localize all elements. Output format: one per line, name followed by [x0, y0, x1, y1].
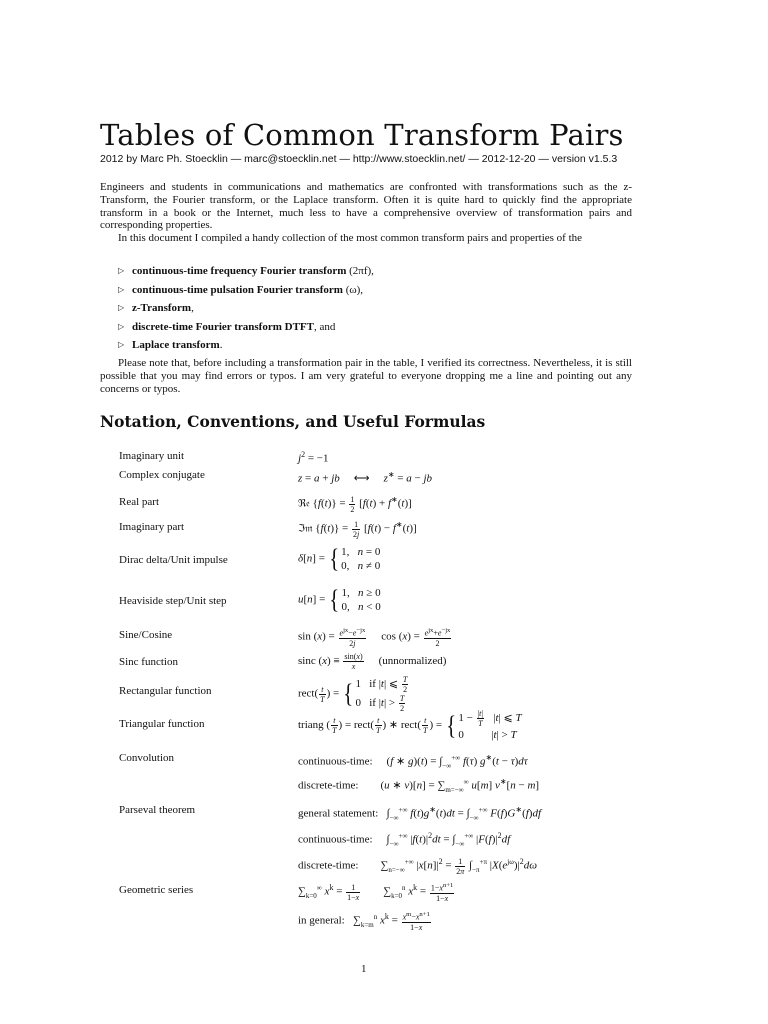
- formula-imaginary-unit: $j^2 = -1$: [298, 450, 329, 465]
- list-item-bold: continuous-time pulsation Fourier transform: [132, 283, 343, 296]
- list-item: [118, 264, 374, 283]
- list-item-bold: z-Transform: [132, 302, 192, 315]
- list-item-bold: Laplace transform: [132, 339, 220, 352]
- list-item-text: (2πf),: [346, 265, 374, 277]
- intro: [100, 181, 632, 245]
- page-title: Tables of Common Transform Pairs: [100, 118, 624, 152]
- list-item: [118, 301, 374, 320]
- formula-dirac-delta: δ[n] = { 1, n = 0 0, n ≠ 0: [298, 544, 381, 573]
- formula-convolution-continuous: continuous-time: (f ∗ $g)(t) = \int_{-\infty}^{+\infty}$ f(τ) g∗(t − τ)dτ: [298, 753, 528, 770]
- label-dirac-delta: Dirac delta/Unit impulse: [119, 554, 228, 566]
- label-triangular-function: Triangular function: [119, 718, 205, 730]
- parseval-continuous-label: continuous-time:: [298, 833, 373, 846]
- formula-real-part: ℜ𝔢 {f(t)} = $\frac{1}{2}$ [f(t) + f∗(t)]: [298, 494, 412, 514]
- label-convolution: Convolution: [119, 752, 175, 764]
- geom-general-label: in general:: [298, 914, 345, 927]
- formula-rectangular-function: rect( $\frac{t}{T}$ ) = { 1 if |t| ⩽ $\frac{T}{2}$ 0 if |t| > $\frac{T}{2}$: [298, 675, 408, 713]
- list-item: [118, 320, 374, 339]
- list-item-text: ,: [191, 302, 194, 315]
- label-imaginary-part: Imaginary part: [119, 521, 185, 533]
- list-item-bold: discrete-time Fourier transform DTFT: [132, 320, 314, 333]
- parseval-general-label: general statement:: [298, 807, 379, 820]
- list-item-bold: continuous-time frequency Fourier transform: [132, 265, 347, 277]
- triangle-bullet-icon: ▷: [118, 303, 125, 313]
- outro-paragraph: Please note that, before including a transformation pair in the table, I verified its correctness. Nevertheless, it is still possible that you may find errors or typos. I am very grateful to everyone dropping me a line and pointing out any concerns or typos.: [100, 357, 632, 395]
- list-item-text: .: [219, 339, 223, 352]
- conv-continuous-label: continuous-time:: [298, 755, 373, 768]
- conv-discrete-label: discrete-time:: [298, 779, 359, 792]
- triangle-bullet-icon: ▷: [118, 340, 125, 350]
- rect-if-2: if: [369, 697, 376, 710]
- triangle-bullet-icon: ▷: [118, 284, 125, 294]
- label-parseval-theorem: Parseval theorem: [119, 804, 196, 816]
- label-real-part: Real part: [119, 496, 160, 508]
- formula-heaviside-step: u[n] = { 1, n ≥ 0 0, n < 0: [298, 585, 381, 614]
- page-number: 1: [361, 963, 367, 975]
- sinc-note: (unnormalized): [378, 655, 447, 668]
- label-rectangular-function: Rectangular function: [119, 685, 212, 697]
- intro-paragraph-2: In this document I compiled a handy collection of the most common transform pairs and properties of the: [118, 232, 583, 245]
- byline: 2012 by Marc Ph. Stoecklin — marc@stoecklin.net — http://www.stoecklin.net/ — 2012-12-20 — version v1.5.3: [100, 153, 618, 165]
- triangle-bullet-icon: ▷: [118, 321, 125, 331]
- formula-parseval-continuous: continuous-time: $\int_{-\infty}^{+\infty}$ $|f(t)|^2dt = \int_{-\infty}^{+\infty}$ $|F(f)|^2df$: [298, 831, 511, 848]
- formula-sine-cosine: sin (x) = $\frac{e^{jx}-e^{-jx}}{2j}$ cos (x) = $\frac{e^{jx}+e^{-jx}}{2}$: [298, 627, 451, 648]
- formula-geometric-series: $\sum_{k=0}^\infty$ $x^k$ = $\frac{1}{1-x}$ $\sum_{k=0}^n$ $x^k$ = $\frac{1-x^{n+1}}{1-x}$: [298, 882, 454, 903]
- label-complex-conjugate: Complex conjugate: [119, 469, 205, 481]
- formula-sinc-function: sinc (x) ≡ $\frac{\sin(x)}{x}$ (unnormalized): [298, 652, 447, 671]
- formula-imaginary-part: ℑ𝔪 {f(t)} = $\frac{1}{2j}$ [f(t) − f∗(t)]: [298, 519, 417, 539]
- list-item-text: (ω),: [342, 283, 364, 296]
- intro-paragraph-1: Engineers and students in communications and mathematics are confronted with transformations such as the z-Transform, the Fourier transform, or the Laplace transform. Often it is quite hard to quickly find the appropriate transform in a book or the Internet, much less to have a comprehensive overview of transformation pairs and corresponding properties.: [100, 181, 632, 232]
- formula-convolution-discrete: discrete-time: (u ∗ $v)[n] = \sum_{m=-\infty}^\infty$ u[m] v∗[n − m]: [298, 777, 540, 794]
- formula-parseval-discrete: discrete-time: $\sum_{n=-\infty}^{+\infty}$ $|x[n]|^2$ = $\frac{1}{2\pi}$ $\int_{-\pi}^{+\pi}$ $|X(e^{j\omega})|^2d\omega$: [298, 856, 537, 876]
- list-item: [118, 338, 374, 357]
- parseval-discrete-label: discrete-time:: [298, 859, 359, 872]
- list-item-text: , and: [313, 320, 336, 333]
- label-sinc-function: Sinc function: [119, 656, 178, 668]
- section-title: Notation, Conventions, and Useful Formulas: [100, 412, 486, 431]
- transform-list: [118, 264, 374, 357]
- label-imaginary-unit: Imaginary unit: [119, 450, 185, 462]
- formula-complex-conjugate: z = a + jb ⟷ z∗ = a − jb: [298, 470, 433, 485]
- label-heaviside-step: Heaviside step/Unit step: [119, 595, 227, 607]
- formula-geometric-series-general: in general: $\sum_{k=m}^n$ $x^k$ = $\frac{x^m-x^{n+1}}{1-x}$: [298, 911, 430, 932]
- formula-triangular-function: triang ( $\frac{t}{T}$ ) = rect( $\frac{t}{T}$ ) ∗ rect( $\frac{t}{T}$ ) = { 1 − $\frac{|t|}{T}$ |t| ⩽ T 0 |t| > T: [298, 709, 522, 741]
- triangle-bullet-icon: ▷: [118, 266, 125, 275]
- list-item: [118, 283, 374, 302]
- formula-parseval-general: general statement: $\int_{-\infty}^{+\infty}$ $f(t)g^∗(t)dt = \int_{-\infty}^{+\infty}$ F(f)G∗(f)df: [298, 805, 542, 822]
- rect-if-1: if: [369, 678, 376, 691]
- label-geometric-series: Geometric series: [119, 884, 194, 896]
- label-sine-cosine: Sine/Cosine: [119, 629, 173, 641]
